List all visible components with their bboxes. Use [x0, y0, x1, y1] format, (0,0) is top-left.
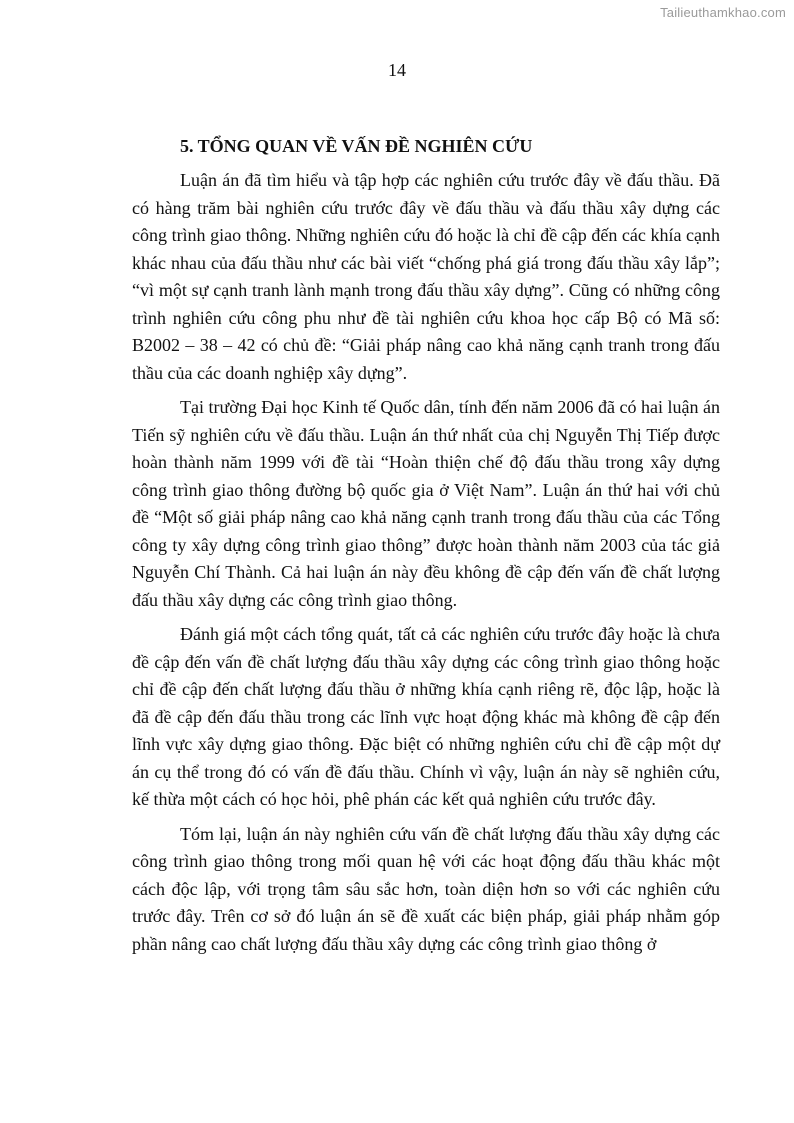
document-body	[132, 133, 720, 965]
paragraph-3: Đánh giá một cách tổng quát, tất cả các nghiên cứu trước đây hoặc là chưa đề cập đến vấn đề chất lượng đấu thầu xây dựng các công trình giao thông hoặc chỉ đề cập đến chất lượng đấu thầu ở những khía cạnh riêng rẽ, độc lập, hoặc là đã đề cập đến đấu thầu trong các lĩnh vực hoạt động khác mà không đề cập đến lĩnh vực xây dựng giao thông. Đặc biệt có những nghiên cứu chỉ đề cập một dự án cụ thể trong đó có vấn đề đấu thầu. Chính vì vậy, luận án này sẽ nghiên cứu, kế thừa một cách có học hỏi, phê phán các kết quả nghiên cứu trước đây.	[132, 624, 720, 809]
page-number: 14	[388, 60, 406, 80]
section-heading: 5. TỔNG QUAN VỀ VẤN ĐỀ NGHIÊN CỨU	[180, 136, 533, 156]
paragraph-1: Luận án đã tìm hiểu và tập hợp các nghiên cứu trước đây về đấu thầu. Đã có hàng trăm bài nghiên cứu trước đây về đấu thầu và đấu thầu xây dựng các công trình giao thông. Những nghiên cứu đó hoặc là chỉ đề cập đến các khía cạnh khác nhau của đấu thầu như các bài viết “chống phá giá trong đấu thầu xây lắp”; “vì một sự cạnh tranh lành mạnh trong đấu thầu xây dựng”. Cũng có những công trình nghiên cứu công phu như đề tài nghiên cứu khoa học cấp Bộ có Mã số: B2002 – 38 – 42 có chủ đề: “Giải pháp nâng cao khả năng cạnh tranh trong đấu thầu của các doanh nghiệp xây dựng”.	[132, 170, 720, 383]
paragraph-4: Tóm lại, luận án này nghiên cứu vấn đề chất lượng đấu thầu xây dựng các công trình giao thông trong mối quan hệ với các hoạt động đấu thầu khác một cách độc lập, với trọng tâm sâu sắc hơn, toàn diện hơn so với các nghiên cứu trước đây. Trên cơ sở đó luận án sẽ đề xuất các biện pháp, giải pháp nhằm góp phần nâng cao chất lượng đấu thầu xây dựng các công trình giao thông ở	[132, 823, 720, 954]
paragraph-2: Tại trường Đại học Kinh tế Quốc dân, tính đến năm 2006 đã có hai luận án Tiến sỹ nghiên cứu về đấu thầu. Luận án thứ nhất của chị Nguyễn Thị Tiếp được hoàn thành năm 1999 với đề tài “Hoàn thiện chế độ đấu thầu trong xây dựng công trình giao thông đường bộ quốc gia ở Việt Nam”. Luận án thứ hai với chủ đề “Một số giải pháp nâng cao khả năng cạnh tranh trong đấu thầu của các Tổng công ty xây dựng công trình giao thông” được hoàn thành năm 2003 của tác giả Nguyễn Chí Thành. Cả hai luận án này đều không đề cập đến vấn đề chất lượng đấu thầu xây dựng các công trình giao thông.	[132, 397, 720, 610]
watermark: Tailieuthamkhao.com	[660, 5, 786, 20]
